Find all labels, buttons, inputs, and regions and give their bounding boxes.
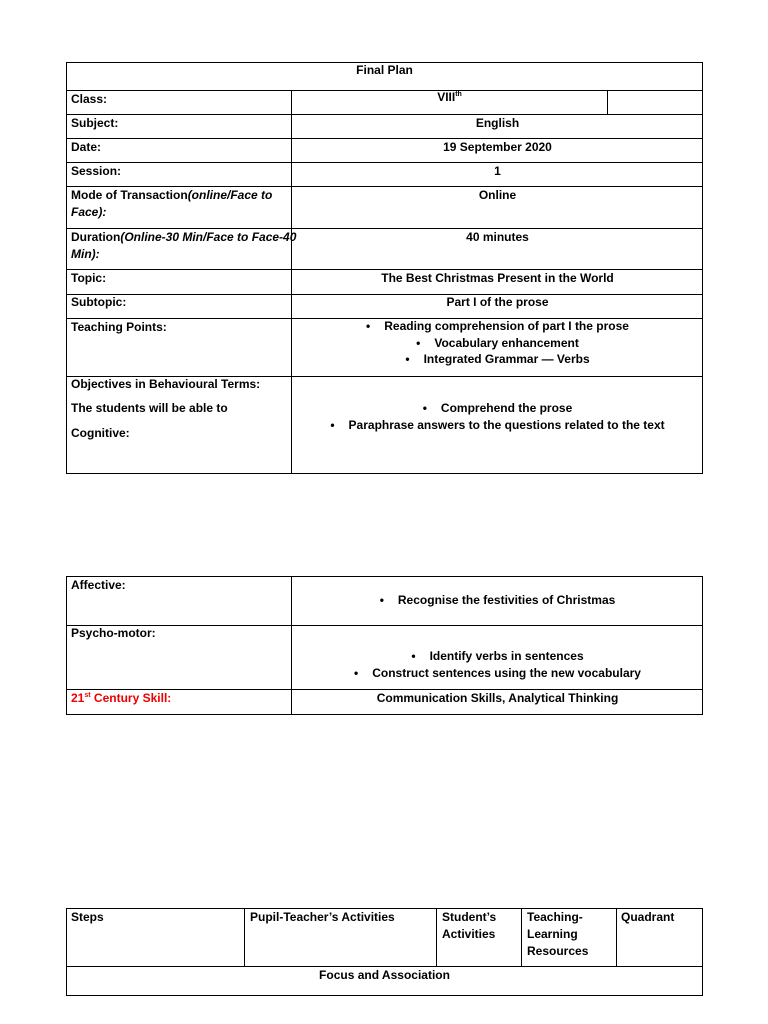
subject-value: English <box>475 116 520 130</box>
list-item: • Identify verbs in sentences <box>292 648 703 665</box>
header-pupil-teacher: Pupil-Teacher’s Activities <box>250 910 395 924</box>
list-item: • Construct sentences using the new vocabulary <box>292 665 703 682</box>
teaching-points-label: Teaching Points: <box>71 320 167 334</box>
subtopic-label: Subtopic: <box>71 295 127 309</box>
header-steps: Steps <box>71 910 104 924</box>
list-item: • Recognise the festivities of Christmas <box>292 592 703 609</box>
class-label: Class: <box>71 92 108 106</box>
skill-label: 21st Century Skill: <box>71 691 172 705</box>
psychomotor-label: Psycho-motor: <box>71 626 156 640</box>
students-label: The students will be able to <box>71 401 228 415</box>
date-value: 19 September 2020 <box>443 140 552 154</box>
topic-value: The Best Christmas Present in the World <box>381 271 614 285</box>
mode-label: Mode of Transaction(online/Face to <box>71 188 273 202</box>
header-quadrant: Quadrant <box>621 910 675 924</box>
duration-label: Duration(Online-30 Min/Face to Face-40 <box>71 230 297 244</box>
list-item: • Integrated Grammar — Verbs <box>292 351 703 368</box>
list-item: • Paraphrase answers to the questions related to the text <box>292 417 703 434</box>
header-resources: Teaching-Learning Resources <box>527 910 589 958</box>
skill-value: Communication Skills, Analytical Thinking <box>376 691 619 705</box>
section-focus: Focus and Association <box>319 968 450 982</box>
list-item: • Comprehend the prose <box>292 400 703 417</box>
session-value: 1 <box>494 164 501 178</box>
session-label: Session: <box>71 164 122 178</box>
mode-value: Online <box>478 188 517 202</box>
list-item: • Vocabulary enhancement <box>292 335 703 352</box>
subject-label: Subject: <box>71 116 119 130</box>
duration-label-cont: Min): <box>71 247 100 261</box>
mode-label-cont: Face): <box>71 205 107 219</box>
duration-value: 40 minutes <box>466 230 529 244</box>
affective-label: Affective: <box>71 578 126 592</box>
header-student: Student’s Activities <box>442 910 497 941</box>
topic-label: Topic: <box>71 271 107 285</box>
psychomotor-list <box>292 648 703 681</box>
list-item: • Reading comprehension of part I the prose <box>292 318 703 335</box>
cognitive-list <box>292 400 703 433</box>
teaching-points-list <box>292 318 703 368</box>
objectives-label: Objectives in Behavioural Terms: <box>71 377 261 391</box>
cognitive-label: Cognitive: <box>71 426 130 440</box>
affective-list <box>292 592 703 609</box>
date-label: Date: <box>71 140 102 154</box>
plan-title: Final Plan <box>356 63 413 77</box>
class-value: VIIIth <box>437 90 462 104</box>
subtopic-value: Part I of the prose <box>446 295 549 309</box>
